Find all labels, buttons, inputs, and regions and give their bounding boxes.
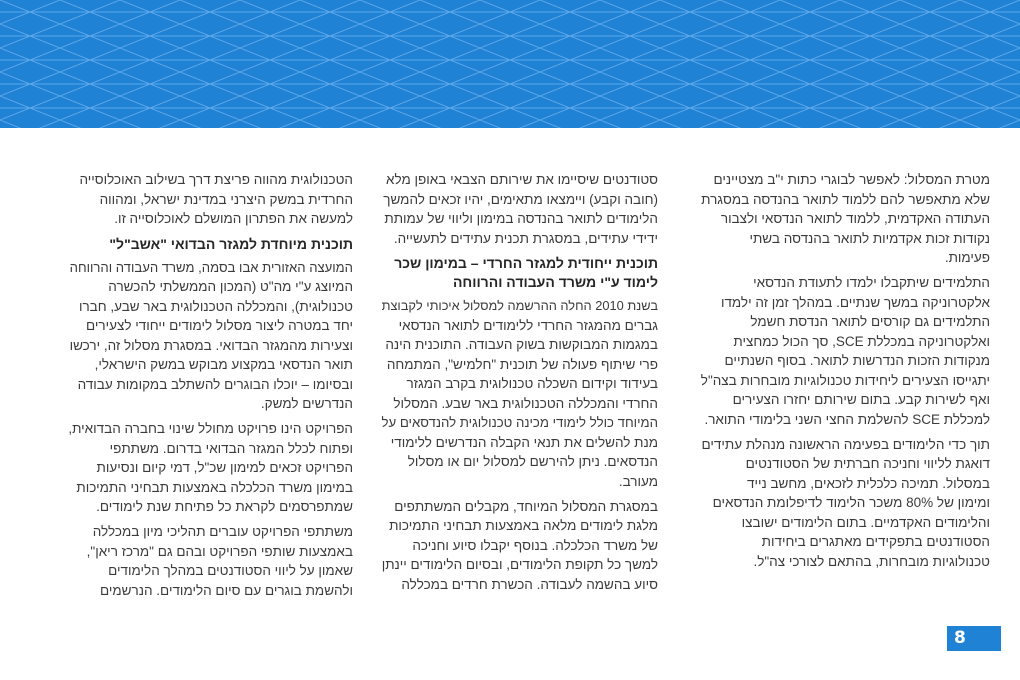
section-heading <box>66 235 353 254</box>
banner-lattice <box>0 0 1020 128</box>
text-line: במסגרת המסלול המיוחד, מקבלים המשתתפים <box>394 498 658 514</box>
page-number-badge <box>947 626 1001 651</box>
text-line: סטודנטים שיסיימו את שירותם הצבאי באופן מלא <box>386 172 658 187</box>
paragraph <box>378 170 658 248</box>
text-line: התלמידים שיתקבלו ילמדו לתעודת הנדסאי <box>753 275 990 290</box>
text-line: הנדסאים. ניתן להירשם למסלול יום או מסלול <box>407 454 658 469</box>
text-line: התלמידים גם קורסים לתואר הנדסת חשמל <box>750 314 990 329</box>
text-line: דואגת לליווי וחניכה חברתית של הסטודנטים <box>745 456 990 471</box>
text-line: במגמות המבוקשות בשוק העבודה. התוכנית הינה <box>385 337 658 352</box>
text-line: למשך כל תקופת הלימודים, ובסיום הלימודים יינתן <box>381 557 658 572</box>
text-line: ולהשמת בוגרים עם סיום הלימודים. הנרשמים <box>100 582 353 598</box>
paragraph <box>378 497 658 595</box>
paragraph <box>690 273 990 429</box>
text-column-right <box>690 170 990 577</box>
text-line: טכנולוגית), והמכללה הטכנולוגית באר שבע, חברו <box>78 298 353 314</box>
text-line: פרי שיתוף פעולה של תוכנית "חלמיש", המתמחה <box>386 356 658 372</box>
text-line: והלימודים האקדמיים. בתום הלימודים ישובצו <box>741 514 990 530</box>
paragraph <box>378 296 658 491</box>
text-line: תוך כדי הלימודים בפעימה הראשונה מנהלת עתידים <box>701 436 990 452</box>
text-line: ופתוח לכלל המגזר הבדואי בדרום. משתתפי <box>109 440 353 456</box>
paragraph <box>66 522 353 600</box>
text-line: המיוצג ע"י מה"ט (המכון הממשלתי להכשרה <box>108 279 353 294</box>
text-line: למעשה את הפתרון המושלם לאוכלוסייה זו. <box>114 211 353 226</box>
text-line: פעימות. <box>944 250 990 265</box>
text-line: המיוחד כולל לימודי מכינה טכנולוגית להנדסאים על <box>381 415 658 430</box>
text-line: למכללת SCE להשלמת החצי השני בלימודי התואר. <box>704 411 990 427</box>
text-line: טכנולוגיות מובחרות, בהתאם לצורכי צה"ל. <box>753 553 990 569</box>
text-line: מטרת המסלול: לאפשר לבוגרי כתות י"ב מצטיינים <box>713 172 990 187</box>
page-number: 8 <box>954 628 966 648</box>
heading-line: תוכנית מיוחדת למגזר הבדואי "אשב"ל" <box>109 235 353 252</box>
text-line: וצעירות מהמגזר הבדואי. במסגרת מסלול זה, ירכשו <box>69 337 353 353</box>
text-line: החרדית במשק היצרני במדינת ישראל, ומהווה <box>99 191 353 207</box>
text-line: ואף לשירות קבע. בתום שירותם יחזרו הצעירים <box>732 392 990 407</box>
heading-line: תוכנית ייחודית למגזר החרדי – במימון שכר <box>394 255 658 271</box>
paragraph <box>690 170 990 268</box>
text-line: במימון משרד הכלכלה באמצעות תבחיני התמיכות <box>76 479 353 495</box>
text-line: המועצה האזורית אבו בסמה, משרד העבודה והרווחה <box>69 259 353 275</box>
text-line: יחד במטרה ליצור מסלול לימודים ייחודי לצעירים <box>86 318 353 333</box>
text-line: ידידי עתידים, במסגרת תכנית עתידים לתעשייה. <box>393 230 658 246</box>
text-line: במסלול. תמיכה כלכלית לזכאים, מחשב נייד <box>746 475 990 491</box>
text-line: הסטודנטים בתפקידים מאתגרים ביחידות <box>761 534 990 549</box>
text-line: יתגייסו הצעירים ליחידות טכנולוגיות מובחרות בצה"ל <box>700 372 990 388</box>
text-line: מלגת לימודים מלאה באמצעות תבחיני התמיכות <box>389 518 658 533</box>
header-pattern-banner <box>0 0 1020 128</box>
paragraph <box>690 435 990 572</box>
text-line: מעורב. <box>618 473 658 489</box>
text-line: שאמון על ליווי הסטודנטים במהלך הלימודים <box>108 563 353 578</box>
paragraph <box>66 258 353 414</box>
text-line: מנקודות הזכות הנדרשות לתואר. בסוף השנתיים <box>724 353 990 368</box>
text-line: החרדי והמכללה הטכנולוגית באר שבע. המסלול <box>393 395 658 411</box>
paragraph <box>66 419 353 517</box>
text-line: הפרויקט זכאים למימון שכ"ל, דמי קיום ונסיעות <box>96 460 353 475</box>
text-line: משתתפי הפרויקט עוברים תהליכי מיון במכללה <box>92 524 353 539</box>
text-line: באמצעות שותפי הפרויקט ובהם גם "מרכז ריאן", <box>86 543 353 559</box>
text-line: נקודות זכות אקדמיות לתואר בהנדסה בשתי <box>749 230 990 246</box>
text-line: העתודה האקדמית, ללמוד לתואר הנדסאי ולצבור <box>720 211 990 226</box>
text-line: הטכנולוגית מהווה פריצת דרך בשילוב האוכלוסייה <box>79 172 353 187</box>
text-line: הנדרשים למשק. <box>260 396 353 411</box>
text-line: (חובה וקבע) ויימצאו מתאימים, יהיו זכאים להמשך <box>383 191 658 207</box>
text-line: ומימון של 80% משכר הלימוד לדיפלומת הנדסאים <box>712 495 990 510</box>
text-line: שמתפרסמים לקראת כל פתיחת שנת לימודים. <box>96 499 353 514</box>
text-line: שלא מתאפשר להם ללמוד לתואר בהנדסה במסגרת <box>701 191 990 207</box>
paragraph <box>66 170 353 229</box>
text-line: של משרד הכלכלה. בנוסף יקבלו סיוע וחניכה <box>412 537 658 553</box>
text-line: ובסיומו – יוכלו הבוגרים להשתלב במקומות עבודה <box>77 376 353 392</box>
text-column-middle <box>378 170 658 600</box>
text-column-left <box>66 170 353 606</box>
text-line: הלימודים לתואר בהנדסה במימון וליווי של עמותת <box>384 211 658 226</box>
text-line: בעידוד וקידום השכלה טכנולוגית בקרב המגזר <box>406 376 658 391</box>
text-line: ואלקטרוניקה במכללת SCE, סך הכול כמחצית <box>733 333 990 349</box>
text-line: הפרויקט הינו פרויקט מחולל שינוי בחברה הבדואית, <box>68 421 353 436</box>
text-line: אלקטרוניקה במשך שנתיים. במהלך זמן זה ילמדו <box>720 294 990 310</box>
heading-line: לימוד ע"י משרד העבודה והרווחה <box>452 274 658 290</box>
text-line: בשנת 2010 החלה ההרשמה למסלול איכותי לקבוצת <box>381 298 658 313</box>
text-line: גברים מהמגזר החרדי ללימודים לתואר הנדסאי <box>398 317 658 333</box>
text-line: תואר הנדסאי במקצוע מבוקש במשק הישראלי, <box>94 357 353 372</box>
section-heading <box>378 254 658 292</box>
text-line: סיוע בהשמה לעבודה. הכשרת חרדים במכללה <box>401 576 658 592</box>
text-line: מנת להשלים את תנאי הקבלה הנדרשים ללימודי <box>390 434 658 450</box>
